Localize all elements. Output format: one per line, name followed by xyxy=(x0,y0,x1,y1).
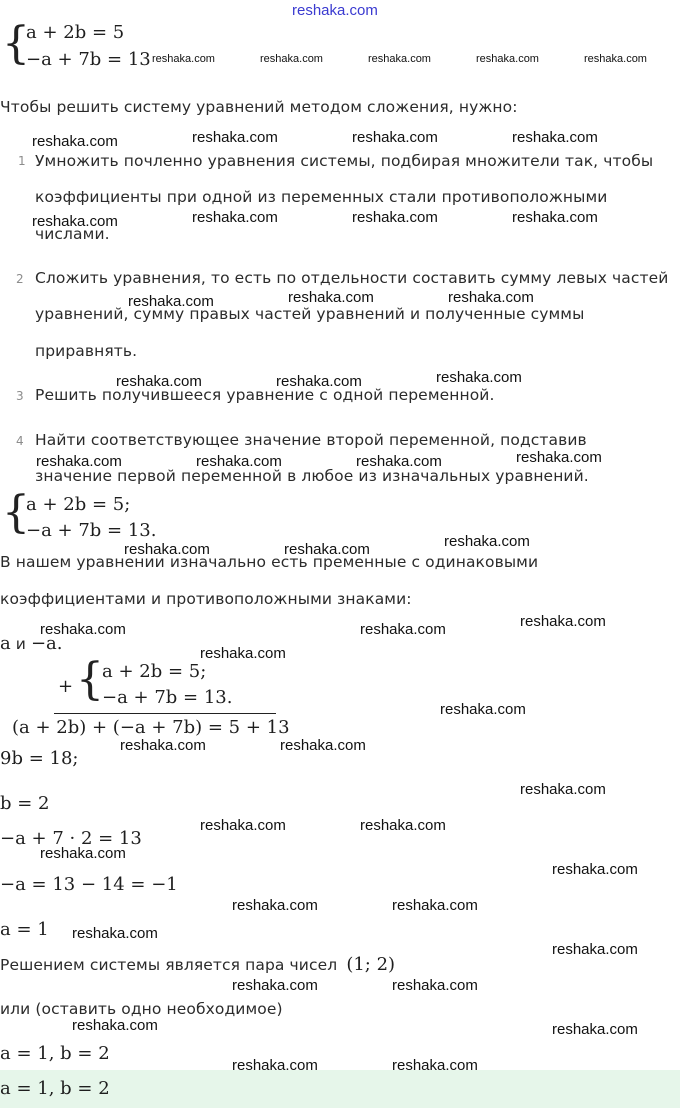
final-answer: a = 1, b = 2 xyxy=(0,1078,110,1099)
top-system-eq1: a + 2b = 5 xyxy=(26,22,125,43)
step-2-line1: Сложить уравнения, то есть по отдельности составить сумму левых частей xyxy=(35,269,669,287)
watermark: reshaka.com xyxy=(360,621,446,638)
step-4-line2: значение первой переменной в любое из изначальных уравнений. xyxy=(35,467,589,485)
step-number: 1 xyxy=(18,154,26,168)
calc-line: a = 1 xyxy=(0,919,49,940)
watermark: reshaka.com xyxy=(512,129,598,146)
sum-system-eq2: −a + 7b = 13. xyxy=(102,687,233,708)
watermark: reshaka.com xyxy=(192,209,278,226)
var-a: a xyxy=(0,633,11,654)
watermark: reshaka.com xyxy=(232,1057,318,1074)
watermark: reshaka.com xyxy=(288,289,374,306)
watermark: reshaka.com xyxy=(72,925,158,942)
watermark: reshaka.com xyxy=(392,977,478,994)
watermark: reshaka.com xyxy=(36,453,122,470)
watermark: reshaka.com xyxy=(552,861,638,878)
intro-text: Чтобы решить систему уравнений методом сложения, нужно: xyxy=(0,98,518,116)
watermark: reshaka.com xyxy=(512,209,598,226)
watermark: reshaka.com xyxy=(444,533,530,550)
solution-line xyxy=(0,954,395,975)
watermark: reshaka.com xyxy=(72,1017,158,1034)
watermark: reshaka.com xyxy=(360,817,446,834)
watermark: reshaka.com xyxy=(232,897,318,914)
watermark: reshaka.com xyxy=(260,53,323,65)
watermark: reshaka.com xyxy=(436,369,522,386)
sum-divider-line xyxy=(54,713,276,714)
system-brace-sum: { xyxy=(76,654,104,705)
watermark: reshaka.com xyxy=(356,453,442,470)
system-brace-top: { xyxy=(2,18,30,69)
calc-line: b = 2 xyxy=(0,793,50,814)
solution-text: Решением системы является пара чисел xyxy=(0,956,338,974)
watermark: reshaka.com xyxy=(392,897,478,914)
watermark: reshaka.com xyxy=(284,541,370,558)
watermark: reshaka.com xyxy=(368,53,431,65)
watermark: reshaka.com xyxy=(276,373,362,390)
watermark: reshaka.com xyxy=(200,645,286,662)
watermark: reshaka.com xyxy=(200,817,286,834)
watermark: reshaka.com xyxy=(116,373,202,390)
system-brace-2: { xyxy=(2,487,30,538)
calc-line: −a + 7 · 2 = 13 xyxy=(0,828,142,849)
step-4-line1: Найти соответствующее значение второй переменной, подставив xyxy=(35,431,587,449)
watermark: reshaka.com xyxy=(192,129,278,146)
step-number: 2 xyxy=(16,272,24,286)
para1-line2: коэффициентами и противоположными знаками: xyxy=(0,590,412,608)
step-2-line3: приравнять. xyxy=(35,342,138,360)
watermark: reshaka.com xyxy=(392,1057,478,1074)
watermark: reshaka.com xyxy=(32,213,118,230)
watermark: reshaka.com xyxy=(448,289,534,306)
step-2-line2: уравнений, сумму правых частей уравнений и полученные суммы xyxy=(35,305,585,323)
watermark: reshaka.com xyxy=(520,613,606,630)
watermark: reshaka.com xyxy=(280,737,366,754)
step-number: 3 xyxy=(16,389,24,403)
watermark: reshaka.com xyxy=(152,53,215,65)
calc-line: −a = 13 − 14 = −1 xyxy=(0,874,178,895)
watermark: reshaka.com xyxy=(32,133,118,150)
solution-pair: (1; 2) xyxy=(346,954,396,975)
sum-result: (a + 2b) + (−a + 7b) = 5 + 13 xyxy=(12,717,290,738)
watermark: reshaka.com xyxy=(40,845,126,862)
watermark: reshaka.com xyxy=(40,621,126,638)
system2-eq2: −a + 7b = 13. xyxy=(26,520,157,541)
site-watermark-top: reshaka.com xyxy=(292,2,378,19)
watermark: reshaka.com xyxy=(232,977,318,994)
watermark: reshaka.com xyxy=(196,453,282,470)
top-system-eq2: −a + 7b = 13 xyxy=(26,49,151,70)
answer-1: a = 1, b = 2 xyxy=(0,1043,110,1064)
step-1-line3: числами. xyxy=(35,225,110,243)
plus-sign: + xyxy=(58,676,74,697)
system2-eq1: a + 2b = 5; xyxy=(26,494,131,515)
watermark: reshaka.com xyxy=(584,53,647,65)
step-number: 4 xyxy=(16,434,24,448)
watermark: reshaka.com xyxy=(520,781,606,798)
watermark: reshaka.com xyxy=(440,701,526,718)
watermark: reshaka.com xyxy=(552,941,638,958)
step-1-line2: коэффициенты при одной из переменных стали противоположными xyxy=(35,188,608,206)
watermark: reshaka.com xyxy=(516,449,602,466)
watermark: reshaka.com xyxy=(120,737,206,754)
para1-line1: В нашем уравнении изначально есть пременные с одинаковыми xyxy=(0,553,539,571)
watermark: reshaka.com xyxy=(352,129,438,146)
watermark: reshaka.com xyxy=(476,53,539,65)
sum-system-eq1: a + 2b = 5; xyxy=(102,661,207,682)
var-neg-a: −a. xyxy=(30,633,63,654)
watermark: reshaka.com xyxy=(128,293,214,310)
watermark: reshaka.com xyxy=(552,1021,638,1038)
watermark: reshaka.com xyxy=(124,541,210,558)
calc-line: 9b = 18; xyxy=(0,748,79,769)
step-1-line1: Умножить почленно уравнения системы, подбирая множители так, чтобы xyxy=(35,152,654,170)
watermark: reshaka.com xyxy=(352,209,438,226)
or-text: или (оставить одно необходимое) xyxy=(0,1000,283,1018)
and-word: и xyxy=(10,635,31,653)
step-3-line1: Решить получившееся уравнение с одной переменной. xyxy=(35,386,495,404)
